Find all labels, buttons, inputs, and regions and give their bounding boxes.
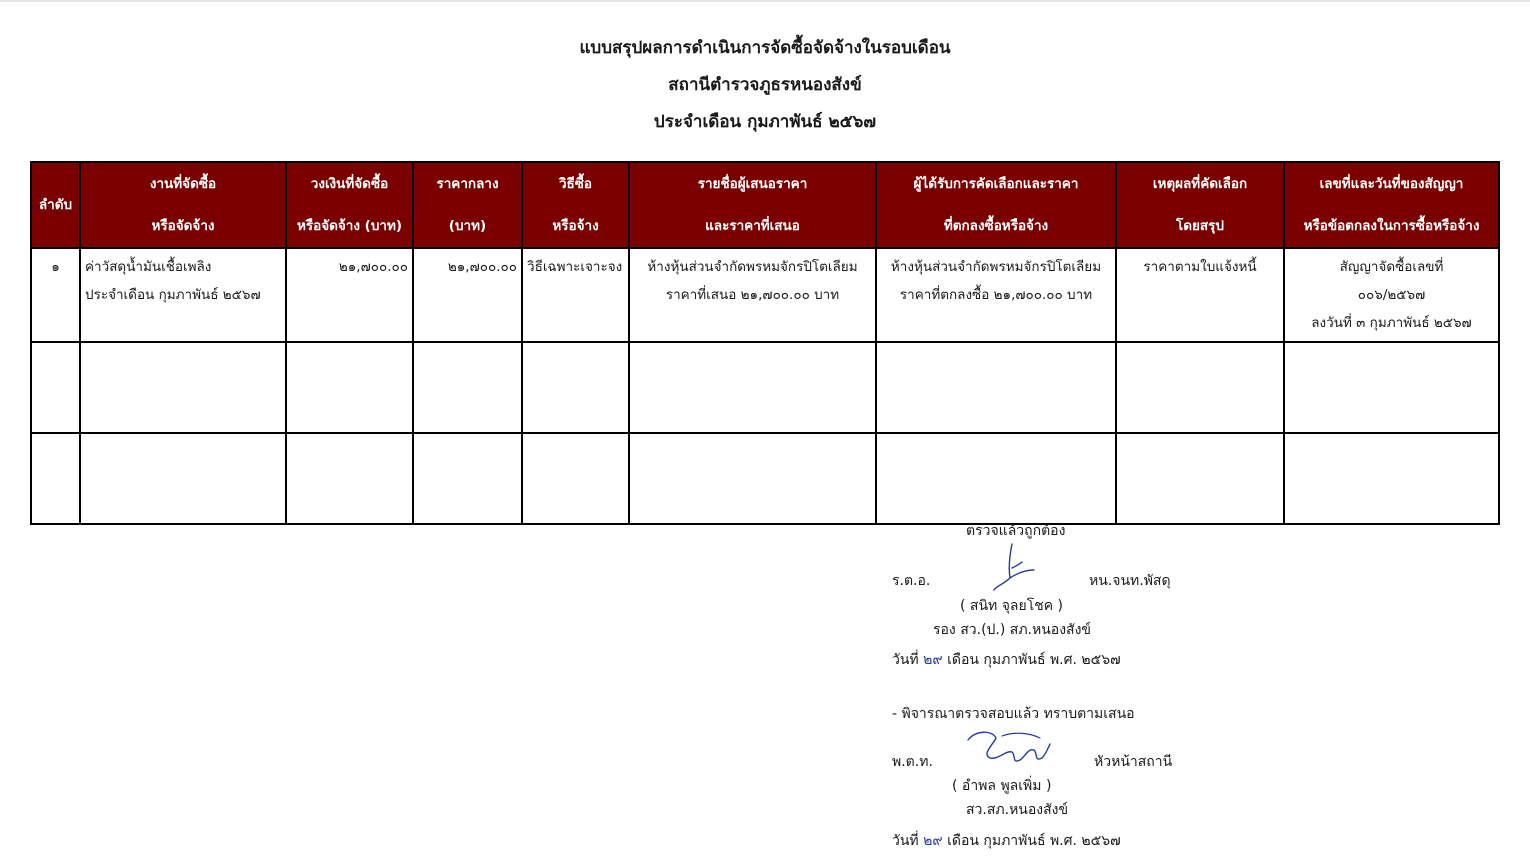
rank-1: ร.ต.อ. [892,573,931,589]
table-header-row [31,162,1499,248]
title-line-1: แบบสรุปผลการดำเนินการจัดซื้อจัดจ้างในรอบเดือน [579,38,951,58]
empty-cell [629,342,876,433]
empty-cell [1284,433,1499,524]
cell-contract: สัญญาจัดซื้อเลขที่ ๐๐๖/๒๕๖๗ ลงวันที่ ๓ กุมภาพันธ์ ๒๕๖๗ [1284,248,1499,342]
procurement-summary-table [30,161,1500,525]
cell-bidders: ห้างหุ้นส่วนจำกัดพรหมจักรปิโตเลียม ราคาที่เสนอ ๒๑,๗๐๐.๐๐ บาท [629,248,876,342]
signature-2-image [962,726,1056,770]
empty-cell [80,433,286,524]
empty-cell [413,433,522,524]
header-bidders: รายชื่อผู้เสนอราคา และราคาที่เสนอ [629,162,876,248]
signer-name-1: ( สนิท จุลยโชค ) [960,598,1063,614]
cell-method: วิธีเฉพาะเจาะจง [522,248,629,342]
empty-cell [286,433,413,524]
signer-position-2: สว.สภ.หนองสังข์ [966,802,1069,818]
document-title [0,30,1530,141]
empty-cell [31,342,80,433]
title-line-2: สถานีตำรวจภูธรหนองสังข์ [668,75,862,95]
sign-date-2: วันที่ ๒๙ เดือน กุมภาพันธ์ พ.ศ. ๒๕๖๗ [892,833,1121,849]
header-reason: เหตุผลที่คัดเลือก โดยสรุป [1116,162,1284,248]
cell-no: ๑ [31,248,80,342]
empty-cell [1284,342,1499,433]
empty-cell [1116,342,1284,433]
sign-date-2-day: ๒๙ [923,833,943,849]
empty-cell [31,433,80,524]
header-no: ลำดับ [31,162,80,248]
top-rule [0,0,1530,2]
empty-cell [413,342,522,433]
empty-cell [876,342,1116,433]
role-1: หน.จนท.พัสดุ [1089,573,1171,589]
cell-budget: ๒๑,๗๐๐.๐๐ [286,248,413,342]
empty-cell [629,433,876,524]
header-budget: วงเงินที่จัดซื้อ หรือจัดจ้าง (บาท) [286,162,413,248]
header-item: งานที่จัดซื้อ หรือจัดจ้าง [80,162,286,248]
sign-date-1-day: ๒๙ [923,652,943,668]
empty-cell [1116,433,1284,524]
header-winner: ผู้ได้รับการคัดเลือกและราคา ที่ตกลงซื้อหรือจ้าง [876,162,1116,248]
role-2: หัวหน้าสถานี [1094,754,1173,770]
empty-cell [522,342,629,433]
signer-name-2: ( อำพล พูลเพิ่ม ) [952,778,1052,794]
empty-cell [80,342,286,433]
signer-position-1: รอง สว.(ป.) สภ.หนองสังข์ [933,622,1091,638]
title-line-3: ประจำเดือน กุมภาพันธ์ ๒๕๖๗ [653,112,877,132]
empty-cell [522,433,629,524]
cell-median-price: ๒๑,๗๐๐.๐๐ [413,248,522,342]
table-row [31,433,1499,524]
cell-item: ค่าวัสดุน้ำมันเชื้อเพลิง ประจำเดือน กุมภาพันธ์ ๒๕๖๗ [80,248,286,342]
approval-note: - พิจารณาตรวจสอบแล้ว ทราบตามเสนอ [892,706,1135,722]
table-row [31,248,1499,342]
empty-cell [876,433,1116,524]
header-median-price: ราคากลาง (บาท) [413,162,522,248]
empty-cell [286,342,413,433]
cell-reason: ราคาตามใบแจ้งหนี้ [1116,248,1284,342]
header-method: วิธีซื้อ หรือจ้าง [522,162,629,248]
table-row [31,342,1499,433]
sign-date-1: วันที่ ๒๙ เดือน กุมภาพันธ์ พ.ศ. ๒๕๖๗ [892,652,1121,668]
signature-1-image [990,540,1040,592]
header-contract: เลขที่และวันที่ของสัญญา หรือข้อตกลงในการซื้อหรือจ้าง [1284,162,1499,248]
rank-2: พ.ต.ท. [892,754,933,770]
cell-winner: ห้างหุ้นส่วนจำกัดพรหมจักรปิโตเลียม ราคาที่ตกลงซื้อ ๒๑,๗๐๐.๐๐ บาท [876,248,1116,342]
checked-label: ตรวจแล้วถูกต้อง [966,523,1066,539]
